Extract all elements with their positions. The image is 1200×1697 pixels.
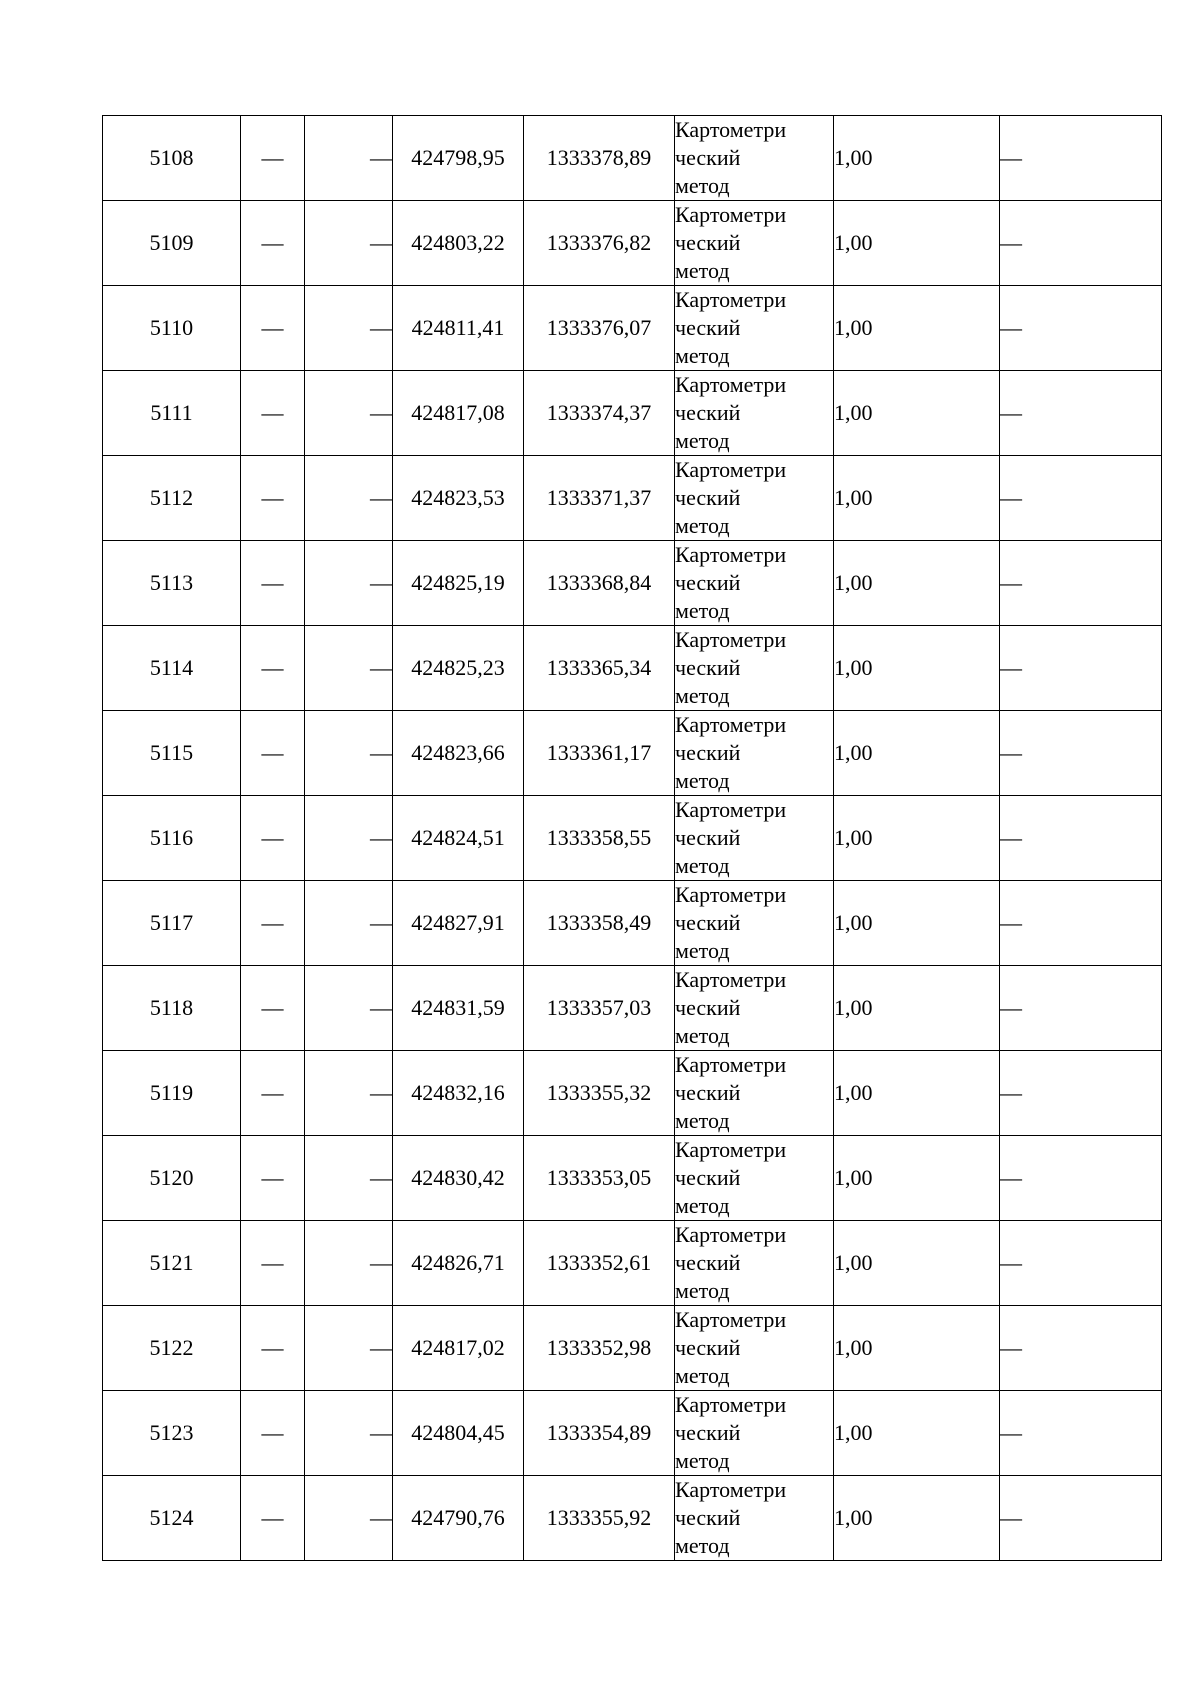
accuracy-cell: 1,00 [834, 201, 1000, 286]
method-text-line: метод [675, 1278, 730, 1303]
accuracy-cell: 1,00 [834, 1051, 1000, 1136]
empty-value-cell: — [305, 1476, 393, 1561]
empty-value-cell: — [1000, 966, 1162, 1051]
table-row [103, 1136, 1162, 1221]
empty-value-cell: — [1000, 456, 1162, 541]
x-coordinate-cell: 424827,91 [393, 881, 524, 966]
empty-value-cell: — [241, 456, 305, 541]
method-cell [675, 626, 834, 711]
method-text-line: Картометри [675, 287, 787, 312]
method-text-line: Картометри [675, 797, 787, 822]
method-text-line: Картометри [675, 457, 787, 482]
method-text-line: Картометри [675, 967, 787, 992]
empty-value-cell: — [305, 966, 393, 1051]
table-row [103, 796, 1162, 881]
empty-value-cell: — [241, 201, 305, 286]
method-text-line: метод [675, 853, 730, 878]
point-number-cell: 5111 [103, 371, 241, 456]
method-cell [675, 1136, 834, 1221]
table-row [103, 1306, 1162, 1391]
method-cell [675, 286, 834, 371]
method-cell [675, 1221, 834, 1306]
empty-value-cell: — [241, 966, 305, 1051]
empty-value-cell: — [305, 541, 393, 626]
method-text-line: Картометри [675, 882, 787, 907]
y-coordinate-cell: 1333358,55 [524, 796, 675, 881]
table-row [103, 881, 1162, 966]
empty-value-cell: — [305, 1306, 393, 1391]
point-number-cell: 5121 [103, 1221, 241, 1306]
method-text-line: ческий [675, 400, 741, 425]
y-coordinate-cell: 1333358,49 [524, 881, 675, 966]
x-coordinate-cell: 424798,95 [393, 116, 524, 201]
x-coordinate-cell: 424803,22 [393, 201, 524, 286]
method-cell [675, 456, 834, 541]
y-coordinate-cell: 1333365,34 [524, 626, 675, 711]
method-text-line: Картометри [675, 627, 787, 652]
x-coordinate-cell: 424811,41 [393, 286, 524, 371]
method-text-line: метод [675, 1363, 730, 1388]
point-number-cell: 5122 [103, 1306, 241, 1391]
point-number-cell: 5110 [103, 286, 241, 371]
point-number-cell: 5119 [103, 1051, 241, 1136]
method-text-line: ческий [675, 825, 741, 850]
empty-value-cell: — [241, 1136, 305, 1221]
point-number-cell: 5109 [103, 201, 241, 286]
x-coordinate-cell: 424831,59 [393, 966, 524, 1051]
point-number-cell: 5114 [103, 626, 241, 711]
method-cell [675, 1051, 834, 1136]
method-text-line: метод [675, 938, 730, 963]
accuracy-cell: 1,00 [834, 881, 1000, 966]
y-coordinate-cell: 1333355,92 [524, 1476, 675, 1561]
empty-value-cell: — [241, 1306, 305, 1391]
y-coordinate-cell: 1333376,07 [524, 286, 675, 371]
empty-value-cell: — [1000, 1391, 1162, 1476]
empty-value-cell: — [241, 541, 305, 626]
empty-value-cell: — [1000, 541, 1162, 626]
method-text-line: Картометри [675, 712, 787, 737]
table-row [103, 711, 1162, 796]
method-cell [675, 1476, 834, 1561]
method-text-line: ческий [675, 995, 741, 1020]
empty-value-cell: — [305, 1051, 393, 1136]
point-number-cell: 5120 [103, 1136, 241, 1221]
coordinates-table [102, 115, 1162, 1561]
y-coordinate-cell: 1333374,37 [524, 371, 675, 456]
table-row [103, 1221, 1162, 1306]
y-coordinate-cell: 1333357,03 [524, 966, 675, 1051]
y-coordinate-cell: 1333371,37 [524, 456, 675, 541]
method-text-line: ческий [675, 740, 741, 765]
method-cell [675, 881, 834, 966]
empty-value-cell: — [305, 1136, 393, 1221]
method-text-line: ческий [675, 655, 741, 680]
point-number-cell: 5108 [103, 116, 241, 201]
table-row [103, 1051, 1162, 1136]
empty-value-cell: — [305, 286, 393, 371]
y-coordinate-cell: 1333353,05 [524, 1136, 675, 1221]
method-text-line: метод [675, 1448, 730, 1473]
method-text-line: ческий [675, 1335, 741, 1360]
x-coordinate-cell: 424823,66 [393, 711, 524, 796]
accuracy-cell: 1,00 [834, 1136, 1000, 1221]
empty-value-cell: — [305, 626, 393, 711]
accuracy-cell: 1,00 [834, 1476, 1000, 1561]
x-coordinate-cell: 424830,42 [393, 1136, 524, 1221]
method-text-line: ческий [675, 230, 741, 255]
empty-value-cell: — [305, 1391, 393, 1476]
table-row [103, 201, 1162, 286]
empty-value-cell: — [1000, 1306, 1162, 1391]
point-number-cell: 5113 [103, 541, 241, 626]
point-number-cell: 5123 [103, 1391, 241, 1476]
method-text-line: метод [675, 428, 730, 453]
empty-value-cell: — [241, 371, 305, 456]
empty-value-cell: — [1000, 201, 1162, 286]
method-cell [675, 796, 834, 881]
empty-value-cell: — [1000, 796, 1162, 881]
accuracy-cell: 1,00 [834, 541, 1000, 626]
empty-value-cell: — [1000, 1136, 1162, 1221]
method-text-line: ческий [675, 910, 741, 935]
empty-value-cell: — [241, 711, 305, 796]
x-coordinate-cell: 424825,19 [393, 541, 524, 626]
y-coordinate-cell: 1333354,89 [524, 1391, 675, 1476]
accuracy-cell: 1,00 [834, 711, 1000, 796]
method-text-line: метод [675, 1023, 730, 1048]
x-coordinate-cell: 424832,16 [393, 1051, 524, 1136]
empty-value-cell: — [1000, 286, 1162, 371]
y-coordinate-cell: 1333361,17 [524, 711, 675, 796]
accuracy-cell: 1,00 [834, 116, 1000, 201]
method-cell [675, 711, 834, 796]
point-number-cell: 5124 [103, 1476, 241, 1561]
table-row [103, 456, 1162, 541]
method-text-line: Картометри [675, 202, 787, 227]
empty-value-cell: — [305, 456, 393, 541]
method-text-line: Картометри [675, 117, 787, 142]
method-text-line: Картометри [675, 542, 787, 567]
empty-value-cell: — [305, 116, 393, 201]
method-text-line: метод [675, 513, 730, 538]
method-cell [675, 116, 834, 201]
empty-value-cell: — [241, 626, 305, 711]
empty-value-cell: — [305, 711, 393, 796]
method-text-line: метод [675, 768, 730, 793]
empty-value-cell: — [241, 1476, 305, 1561]
method-text-line: Картометри [675, 1477, 787, 1502]
empty-value-cell: — [1000, 881, 1162, 966]
empty-value-cell: — [305, 1221, 393, 1306]
method-text-line: ческий [675, 1250, 741, 1275]
accuracy-cell: 1,00 [834, 286, 1000, 371]
method-cell [675, 966, 834, 1051]
method-text-line: ческий [675, 1080, 741, 1105]
empty-value-cell: — [305, 881, 393, 966]
y-coordinate-cell: 1333352,61 [524, 1221, 675, 1306]
table-row [103, 541, 1162, 626]
empty-value-cell: — [1000, 626, 1162, 711]
empty-value-cell: — [241, 1221, 305, 1306]
x-coordinate-cell: 424826,71 [393, 1221, 524, 1306]
method-cell [675, 371, 834, 456]
y-coordinate-cell: 1333368,84 [524, 541, 675, 626]
method-text-line: метод [675, 1533, 730, 1558]
empty-value-cell: — [241, 116, 305, 201]
method-text-line: ческий [675, 145, 741, 170]
table-row [103, 1476, 1162, 1561]
empty-value-cell: — [1000, 1476, 1162, 1561]
method-text-line: ческий [675, 315, 741, 340]
y-coordinate-cell: 1333355,32 [524, 1051, 675, 1136]
empty-value-cell: — [305, 796, 393, 881]
x-coordinate-cell: 424825,23 [393, 626, 524, 711]
y-coordinate-cell: 1333352,98 [524, 1306, 675, 1391]
empty-value-cell: — [241, 286, 305, 371]
point-number-cell: 5118 [103, 966, 241, 1051]
method-text-line: ческий [675, 1505, 741, 1530]
y-coordinate-cell: 1333376,82 [524, 201, 675, 286]
method-cell [675, 201, 834, 286]
x-coordinate-cell: 424804,45 [393, 1391, 524, 1476]
empty-value-cell: — [305, 201, 393, 286]
accuracy-cell: 1,00 [834, 371, 1000, 456]
table-row [103, 626, 1162, 711]
empty-value-cell: — [1000, 711, 1162, 796]
method-text-line: метод [675, 1193, 730, 1218]
method-text-line: ческий [675, 1420, 741, 1445]
method-text-line: метод [675, 598, 730, 623]
table-row [103, 116, 1162, 201]
method-text-line: метод [675, 258, 730, 283]
empty-value-cell: — [1000, 371, 1162, 456]
method-text-line: Картометри [675, 1137, 787, 1162]
x-coordinate-cell: 424817,02 [393, 1306, 524, 1391]
method-text-line: ческий [675, 570, 741, 595]
point-number-cell: 5112 [103, 456, 241, 541]
empty-value-cell: — [1000, 116, 1162, 201]
empty-value-cell: — [241, 1051, 305, 1136]
empty-value-cell: — [241, 1391, 305, 1476]
table-row [103, 371, 1162, 456]
accuracy-cell: 1,00 [834, 966, 1000, 1051]
accuracy-cell: 1,00 [834, 456, 1000, 541]
method-text-line: Картометри [675, 1222, 787, 1247]
x-coordinate-cell: 424790,76 [393, 1476, 524, 1561]
method-text-line: ческий [675, 485, 741, 510]
method-text-line: метод [675, 683, 730, 708]
table-row [103, 1391, 1162, 1476]
empty-value-cell: — [241, 796, 305, 881]
accuracy-cell: 1,00 [834, 626, 1000, 711]
table-body [103, 116, 1162, 1561]
accuracy-cell: 1,00 [834, 1391, 1000, 1476]
method-text-line: метод [675, 1108, 730, 1133]
point-number-cell: 5116 [103, 796, 241, 881]
empty-value-cell: — [305, 371, 393, 456]
method-text-line: ческий [675, 1165, 741, 1190]
point-number-cell: 5115 [103, 711, 241, 796]
method-text-line: Картометри [675, 1392, 787, 1417]
accuracy-cell: 1,00 [834, 1306, 1000, 1391]
x-coordinate-cell: 424824,51 [393, 796, 524, 881]
method-text-line: метод [675, 343, 730, 368]
table-row [103, 286, 1162, 371]
empty-value-cell: — [241, 881, 305, 966]
method-text-line: Картометри [675, 1052, 787, 1077]
method-text-line: Картометри [675, 1307, 787, 1332]
point-number-cell: 5117 [103, 881, 241, 966]
method-cell [675, 1391, 834, 1476]
accuracy-cell: 1,00 [834, 1221, 1000, 1306]
y-coordinate-cell: 1333378,89 [524, 116, 675, 201]
table-row [103, 966, 1162, 1051]
method-text-line: метод [675, 173, 730, 198]
method-cell [675, 541, 834, 626]
empty-value-cell: — [1000, 1221, 1162, 1306]
x-coordinate-cell: 424817,08 [393, 371, 524, 456]
accuracy-cell: 1,00 [834, 796, 1000, 881]
method-text-line: Картометри [675, 372, 787, 397]
empty-value-cell: — [1000, 1051, 1162, 1136]
method-cell [675, 1306, 834, 1391]
x-coordinate-cell: 424823,53 [393, 456, 524, 541]
